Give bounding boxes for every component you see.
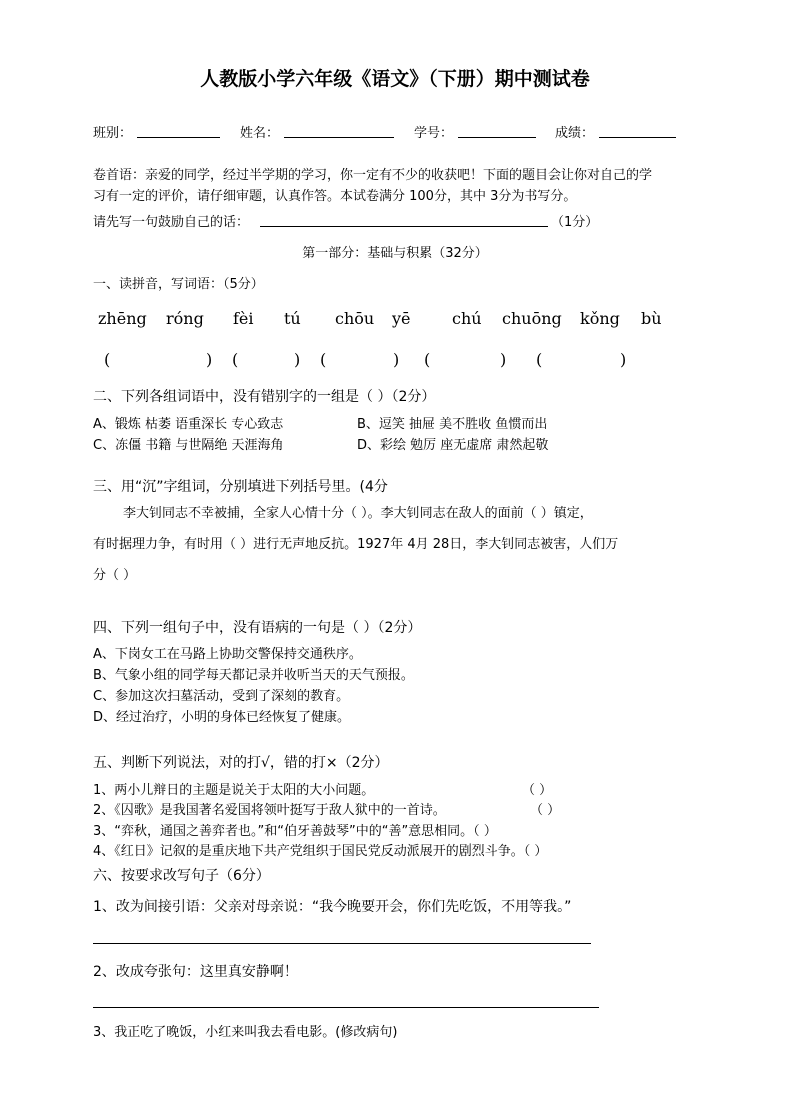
student-id-field[interactable]: [458, 137, 536, 138]
q3-line-1: 李大钊同志不幸被捕，全家人心情十分（ ）。李大钊同志在敌人的面前（ ）镇定，: [123, 506, 593, 521]
encourage-field[interactable]: [260, 226, 548, 227]
pinyin-4: tú: [284, 309, 301, 328]
blank-1-open[interactable]: (: [104, 350, 111, 369]
q5-item-1-answer[interactable]: （ ）: [522, 783, 553, 798]
q4-option-b[interactable]: B、气象小组的同学每天都记录并收听当天的天气预报。: [93, 668, 414, 683]
pinyin-10: bù: [641, 309, 662, 328]
name-label: 姓名：: [240, 126, 280, 141]
q5-item-2-answer[interactable]: （ ）: [530, 803, 561, 818]
q4-option-d[interactable]: D、经过治疗，小明的身体已经恢复了健康。: [93, 710, 351, 725]
class-label: 班别：: [93, 126, 133, 141]
q5-item-2: 2、《囚歌》是我国著名爱国将领叶挺写于敌人狱中的一首诗。: [93, 803, 446, 818]
q4-title: 四、下列一组句子中，没有语病的一句是（ ）（2分）: [93, 620, 422, 636]
pinyin-7: chú: [452, 309, 482, 328]
q4-option-c[interactable]: C、参加这次扫墓活动，受到了深刻的教育。: [93, 689, 350, 704]
pinyin-2: róng: [166, 309, 204, 328]
blank-3-close[interactable]: ): [393, 350, 400, 369]
encourage-prompt: 请先写一句鼓励自己的话：: [93, 215, 250, 230]
intro-line-1: 卷首语：亲爱的同学，经过半学期的学习，你一定有不少的收获吧！下面的题目会让你对自己的学: [93, 168, 653, 183]
encourage-points: （1分）: [551, 215, 599, 230]
q6-answer-line-1[interactable]: [93, 943, 591, 944]
pinyin-3: fèi: [233, 309, 254, 328]
q3-line-3: 分（ ）: [93, 568, 137, 583]
blank-5-close[interactable]: ): [620, 350, 627, 369]
q3-title: 三、用“沉”字组词，分别填进下列括号里。(4分: [93, 479, 388, 495]
q6-sentence-1: 1、改为间接引语：父亲对母亲说：“我今晚要开会，你们先吃饭，不用等我。”: [93, 899, 572, 915]
blank-2-open[interactable]: (: [232, 350, 239, 369]
exam-title: 人教版小学六年级《语文》（下册）期中测试卷: [200, 68, 590, 90]
pinyin-1: zhēng: [98, 309, 147, 328]
blank-2-close[interactable]: ): [294, 350, 301, 369]
q6-answer-line-2[interactable]: [93, 1007, 599, 1008]
q2-option-d[interactable]: D、彩绘 勉厉 座无虚席 肃然起敬: [357, 438, 549, 453]
q4-option-a[interactable]: A、下岗女工在马路上协助交警保持交通秩序。: [93, 647, 362, 662]
q5-item-1: 1、两小儿辩日的主题是说关于太阳的大小问题。: [93, 783, 375, 798]
part1-title: 第一部分：基础与积累（32分）: [302, 246, 488, 261]
q3-line-2: 有时据理力争，有时用（ ）进行无声地反抗。1927年 4月 28日，李大钊同志被害，人们万: [93, 537, 619, 552]
intro-line-2: 习有一定的评价，请仔细审题，认真作答。本试卷满分 100分，其中 3分为书写分。: [93, 189, 577, 204]
blank-4-open[interactable]: (: [424, 350, 431, 369]
pinyin-9: kǒng: [580, 309, 620, 328]
q2-option-b[interactable]: B、逗笑 抽屉 美不胜收 鱼惯而出: [357, 417, 548, 432]
q2-option-c[interactable]: C、冻僵 书籍 与世隔绝 天涯海角: [93, 438, 284, 453]
q5-item-3: 3、“弈秋，通国之善弈者也。”和“伯牙善鼓琴”中的“善”意思相同。（ ）: [93, 824, 497, 839]
blank-1-close[interactable]: ): [206, 350, 213, 369]
pinyin-8: chuōng: [502, 309, 562, 328]
blank-4-close[interactable]: ): [500, 350, 507, 369]
pinyin-5: chōu: [335, 309, 375, 328]
blank-3-open[interactable]: (: [320, 350, 327, 369]
q6-sentence-3: 3、我正吃了晚饭，小红来叫我去看电影。(修改病句): [93, 1025, 398, 1040]
q6-sentence-2: 2、改成夸张句：这里真安静啊！: [93, 964, 298, 980]
q1-title: 一、读拼音，写词语：（5分）: [93, 277, 264, 292]
score-label: 成绩：: [555, 126, 595, 141]
student-id-label: 学号：: [414, 126, 454, 141]
q2-title: 二、下列各组词语中，没有错别字的一组是（ ）（2分）: [93, 389, 436, 405]
score-field[interactable]: [599, 137, 676, 138]
name-field[interactable]: [284, 137, 394, 138]
pinyin-6: yē: [392, 309, 411, 328]
blank-5-open[interactable]: (: [536, 350, 543, 369]
q5-item-4: 4、《红日》记叙的是重庆地下共产党组织于国民党反动派展开的剧烈斗争。（ ）: [93, 844, 548, 859]
q2-option-a[interactable]: A、锻炼 枯萎 语重深长 专心致志: [93, 417, 284, 432]
class-field[interactable]: [137, 137, 220, 138]
q5-title: 五、判断下列说法，对的打√，错的打×（2分）: [93, 755, 389, 771]
q6-title: 六、按要求改写句子（6分）: [93, 868, 270, 884]
